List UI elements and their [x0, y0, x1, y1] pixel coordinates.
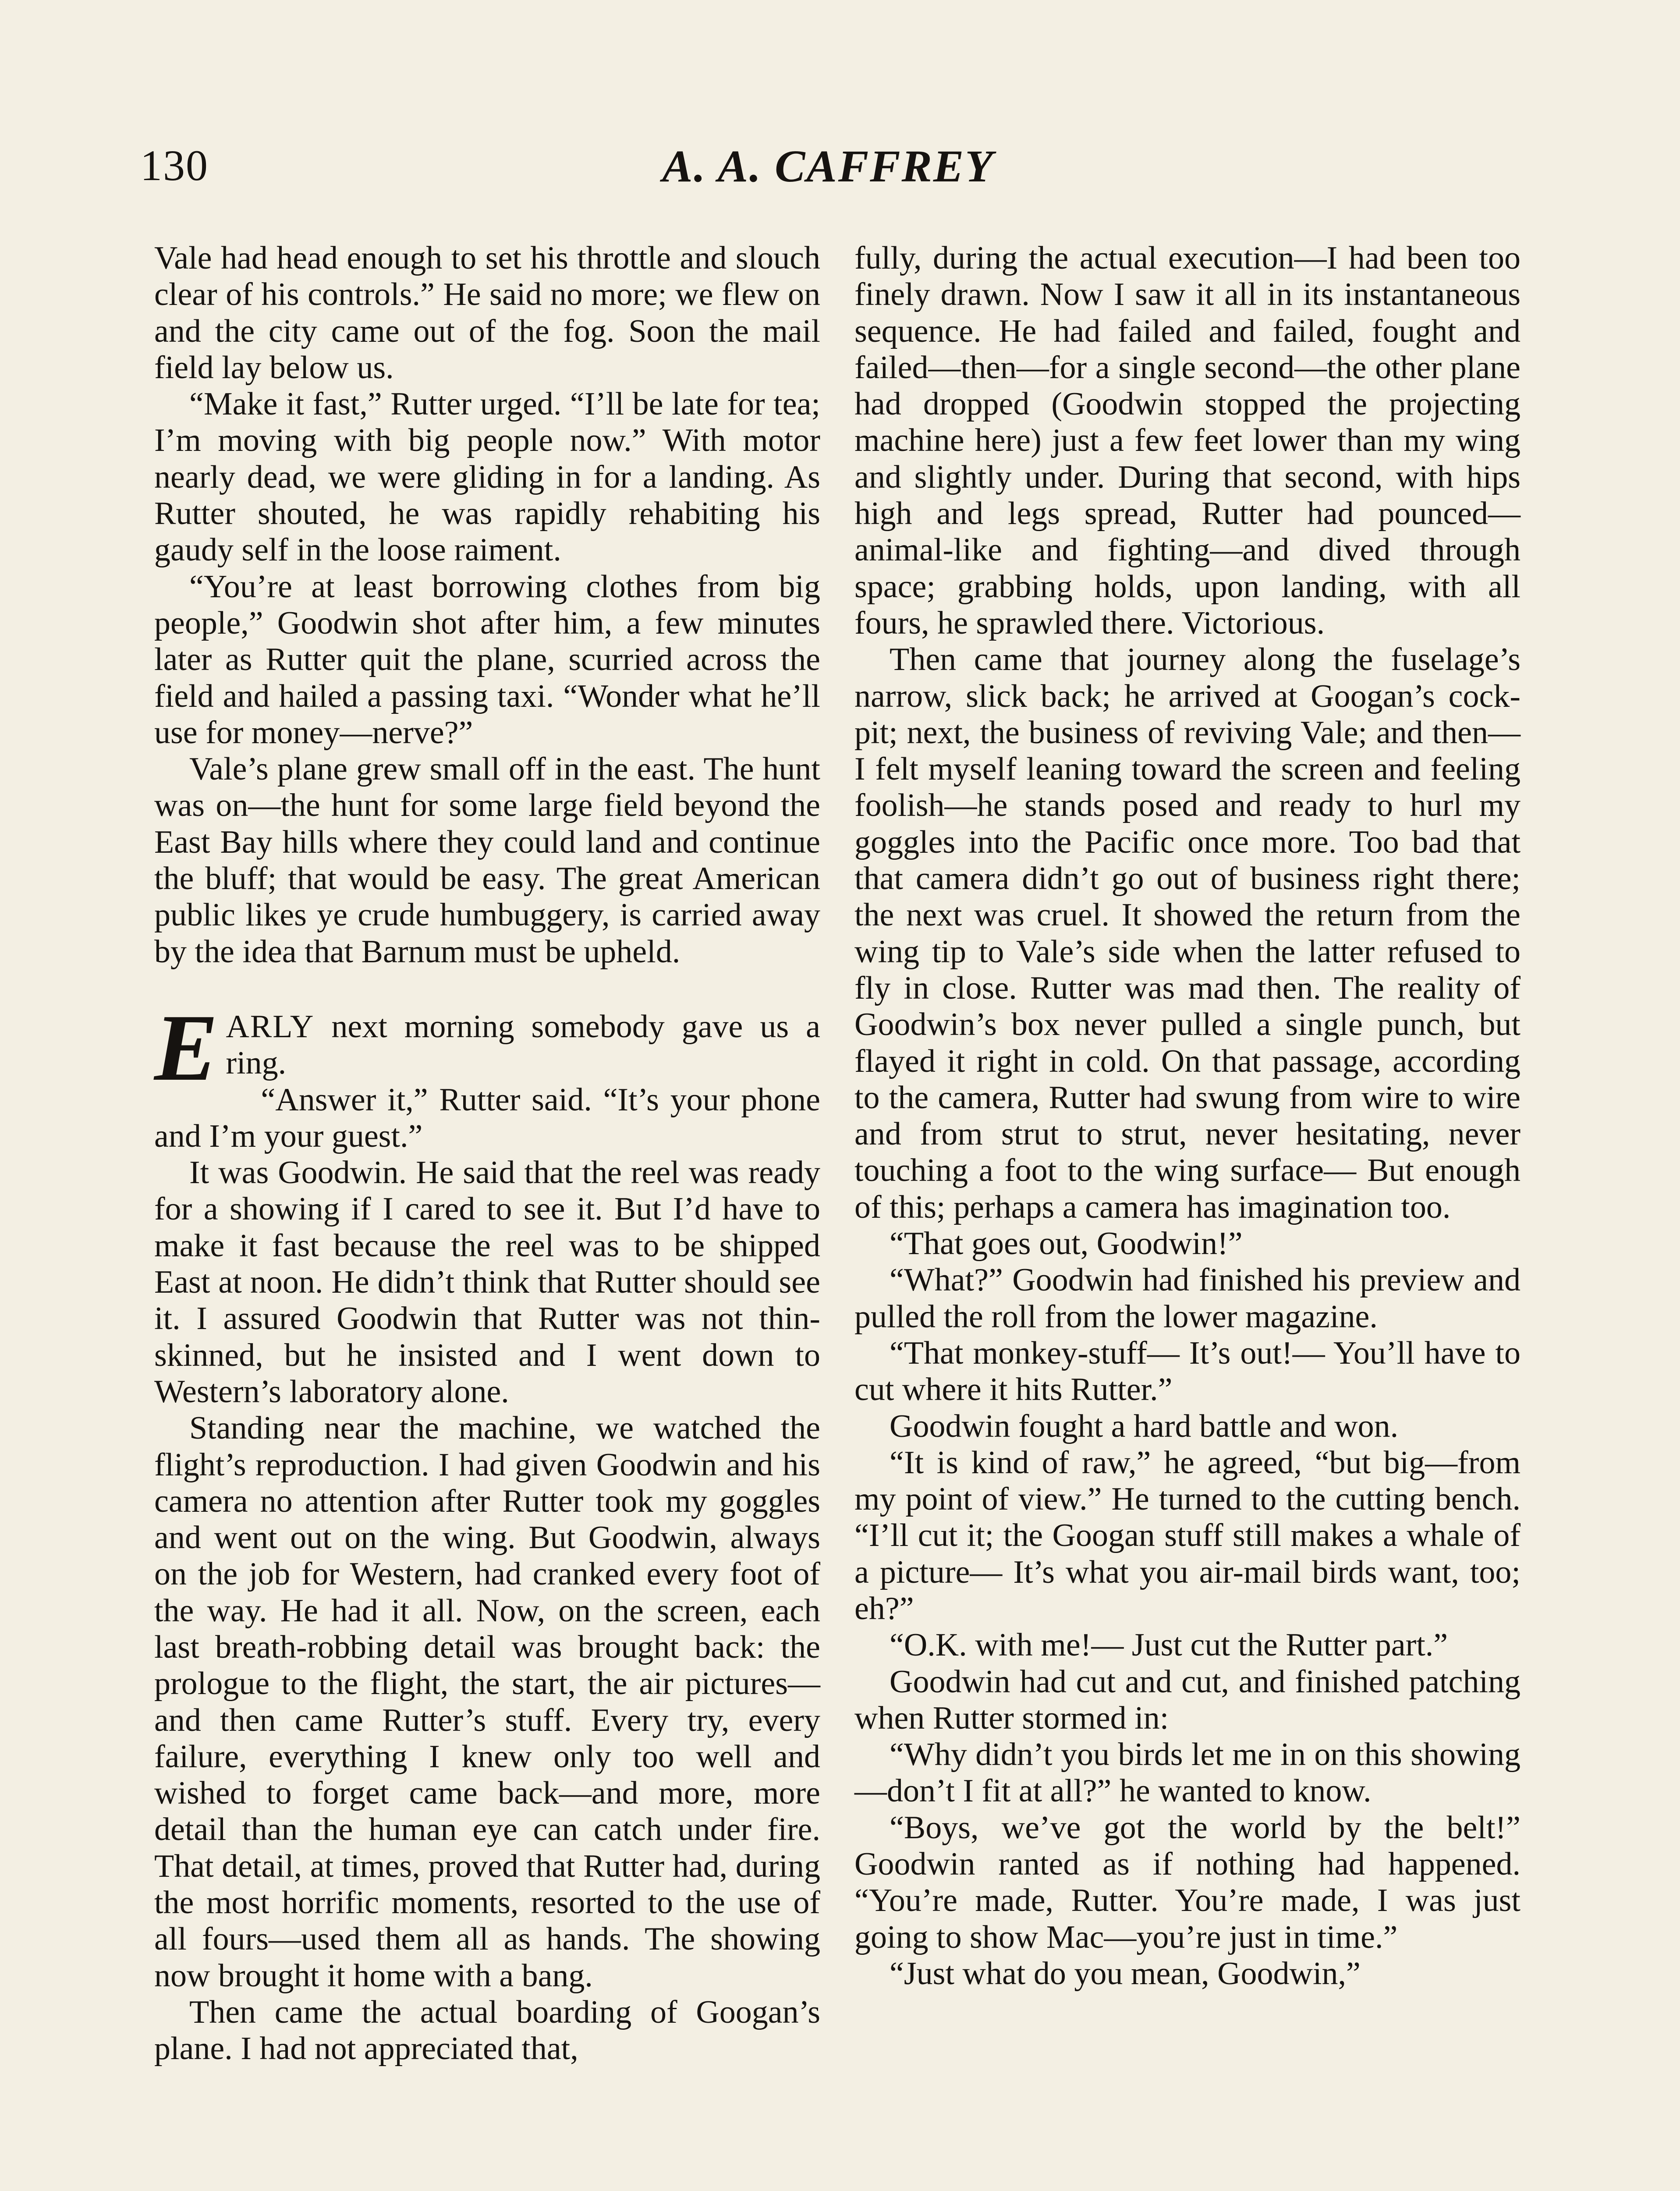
paragraph: “What?” Goodwin had finished his preview and pulled the roll from the lower magazine. — [854, 1262, 1521, 1335]
paragraph: “Just what do you mean, Goodwin,” — [890, 1955, 1361, 1992]
right-column — [854, 240, 1521, 1992]
paragraph: fully, during the actual execution—I had been too finely drawn. Now I saw it all in its instantaneous sequence. He had failed and failed, fought and failed—then—for a single second—the other plane had dropped (Goodwin stopped the projecting machine here) just a few feet lower than my wing and slightly under. During that second, with hips high and legs spread, Rutter had pounced—animal-like and fighting—and dived through space; grabbing holds, upon landing, with all fours, he sprawled there. Victorious. — [854, 240, 1521, 641]
paragraph: Goodwin had cut and cut, and finished patching when Rutter stormed in: — [854, 1663, 1521, 1736]
paragraph: Then came the actual boarding of Googan’s plane. I had not appreciated that, — [154, 1994, 820, 2067]
running-head: A. A. CAFFREY — [662, 141, 994, 191]
paragraph: “Boys, we’ve got the world by the belt!” Goodwin ranted as if nothing had happened. “You’re made, Rutter. You’re made, I was just going to show Mac—you’re just in time.” — [854, 1809, 1521, 1955]
paragraph: “Answer it,” Rutter said. “It’s your phone and I’m your guest.” — [154, 1081, 820, 1154]
paragraph: “That goes out, Goodwin!” — [890, 1226, 1243, 1262]
paragraph: Standing near the machine, we watched the flight’s reproduction. I had given Goodwin and his camera no attention after Rutter took my goggles and went out on the wing. But Goodwin, always on the job for Western, had cranked every foot of the way. He had it all. Now, on the screen, each last breath-robbing detail was brought back: the prologue to the flight, the start, the air pictures—and then came Rutter’s stuff. Every try, every failure, everything I knew only too well and wished to forget came back—and more, more detail than the human eye can catch under fire. That detail, at times, proved that Rutter had, during the most horrific moments, resorted to the use of all fours—used them all as hands. The showing now brought it home with a bang. — [154, 1410, 820, 1994]
section-break — [154, 970, 820, 1009]
paragraph: “Why didn’t you birds let me in on this showing—don’t I fit at all?” he wanted to know. — [854, 1737, 1521, 1809]
paragraph: Vale had head enough to set his throttle and slouch clear of his controls.” He said no more; we flew on and the city came out of the fog. Soon the mail field lay below us. — [154, 240, 820, 386]
paragraph: “That monkey-stuff— It’s out!— You’ll have to cut where it hits Rutter.” — [854, 1335, 1521, 1408]
paragraph: “It is kind of raw,” he agreed, “but big—from my point of view.” He turned to the cutting bench. “I’ll cut it; the Googan stuff still makes a whale of a picture— It’s what you air-mail birds want, too; eh?” — [854, 1444, 1521, 1627]
opening-text: next morning somebody gave us a ring. — [226, 1008, 820, 1081]
paragraph: Then came that journey along the fuselage’s narrow, slick back; he arrived at Googan’s cock-pit; next, the business of reviving Vale; and then—I felt myself leaning toward the screen and feeling foolish—he stands posed and ready to hurl my goggles into the Pacific once more. Too bad that that camera didn’t go out of business right there; the next was cruel. It showed the return from the wing tip to Vale’s side when the latter refused to fly in close. Rutter was mad then. The reality of Goodwin’s box never pulled a single punch, but flayed it right in cold. On that passage, according to the camera, Rutter had swung from wire to wire and from strut to strut, never hesitating, never touching a foot to the wing surface— But enough of this; perhaps a camera has imagination too. — [854, 642, 1521, 1225]
paragraph: “O.K. with me!— Just cut the Rutter part.” — [890, 1627, 1448, 1663]
paragraph: It was Goodwin. He said that the reel was ready for a showing if I cared to see it. But I’d have to make it fast because the reel was to be shipped East at noon. He didn’t think that Rutter should see it. I assured Goodwin that Rutter was not thin-skinned, but he insisted and I went down to Western’s laboratory alone. — [154, 1155, 820, 1410]
left-column — [154, 240, 820, 2067]
paragraph: “Make it fast,” Rutter urged. “I’ll be late for tea; I’m moving with big people now.” With motor nearly dead, we were gliding in for a landing. As Rutter shouted, he was rapidly rehabiting his gaudy self in the loose raiment. — [154, 386, 820, 568]
paragraph: Vale’s plane grew small off in the east. The hunt was on—the hunt for some large field beyond the East Bay hills where they could land and continue the bluff; that would be easy. The great American public likes ye crude humbuggery, is carried away by the idea that Barnum must be upheld. — [154, 751, 820, 970]
page-number: 130 — [140, 141, 209, 190]
paragraph: Goodwin fought a hard battle and won. — [890, 1408, 1399, 1444]
paragraph: “You’re at least borrowing clothes from big people,” Goodwin shot after him, a few minutes later as Rutter quit the plane, scurried across the field and hailed a passing taxi. “Wonder what he’ll use for money—nerve?” — [154, 568, 820, 751]
drop-cap: E — [154, 995, 218, 1101]
page-header — [140, 131, 1516, 206]
opening-small-caps: ARLY — [226, 1008, 315, 1045]
section-opening-paragraph — [154, 995, 820, 1101]
